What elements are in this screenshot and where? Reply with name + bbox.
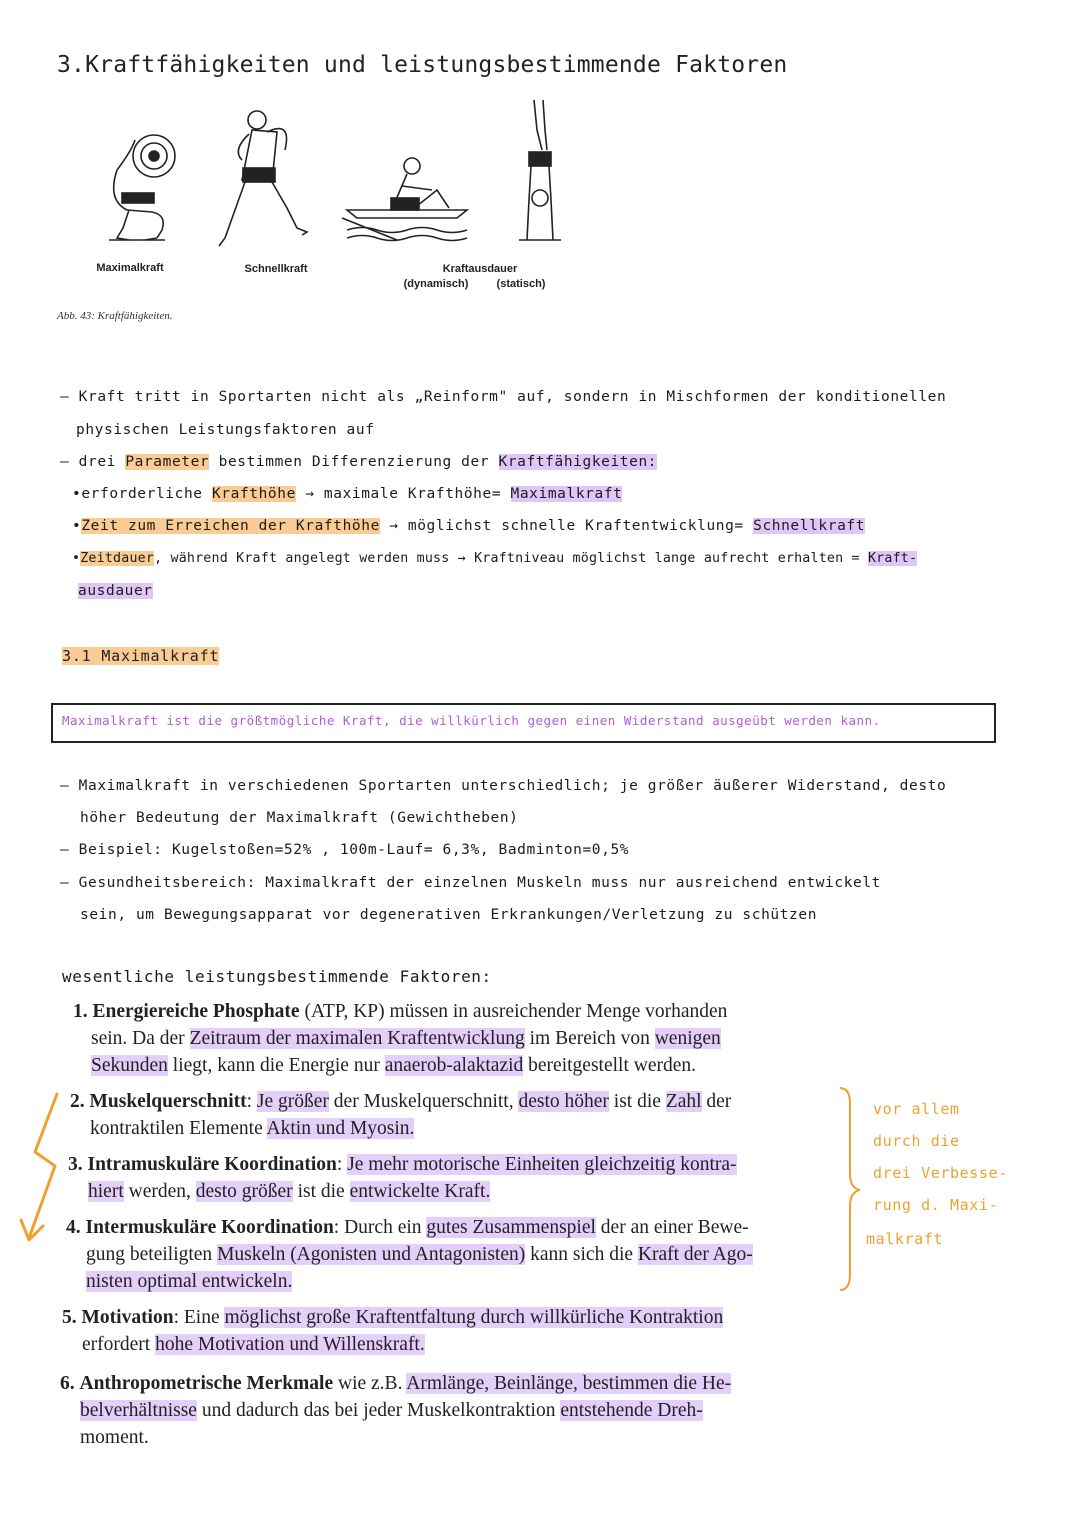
note-line-2: physischen Leistungsfaktoren auf bbox=[76, 422, 375, 438]
factor-6-line-2 bbox=[60, 1397, 855, 1424]
factor-highlight: gutes Zusammenspiel bbox=[426, 1217, 596, 1238]
note-line-7 bbox=[78, 583, 153, 599]
side-note-line-2: durch die bbox=[873, 1132, 960, 1150]
factor-highlight: hohe Motivation und Willenskraft. bbox=[155, 1334, 425, 1355]
figure-label-maximalkraft: Maximalkraft bbox=[96, 262, 164, 274]
page-title: 3.Kraftfähigkeiten und leistungsbestimmende Faktoren bbox=[57, 52, 788, 78]
kraftausdauer-dynamic-athlete-drawing bbox=[342, 158, 467, 241]
factor-text: gung beteiligten bbox=[86, 1244, 218, 1265]
highlight-kraftausdauer: Kraft- bbox=[867, 551, 918, 566]
curly-bracket-icon bbox=[836, 1084, 866, 1294]
side-note-line-1: vor allem bbox=[873, 1100, 960, 1118]
note-line-6 bbox=[72, 551, 917, 566]
factor-highlight: entwickelte Kraft. bbox=[349, 1181, 491, 1202]
bullet-line-3: – Beispiel: Kugelstoßen=52% , 100m-Lauf= 6,3%, Badminton=0,5% bbox=[60, 842, 630, 858]
highlight-krafthoehe: Krafthöhe bbox=[211, 486, 296, 502]
bullet-line-5: sein, um Bewegungsapparat vor degenerativen Erkrankungen/Verletzung zu schützen bbox=[80, 907, 818, 923]
side-note-line-3: drei Verbesse- bbox=[873, 1164, 1008, 1182]
factor-name: Anthropometrische Merkmale bbox=[79, 1373, 334, 1394]
note-text: , während Kraft angelegt werden muss → Kraftniveau möglichst lange aufrecht erhalten = bbox=[154, 551, 868, 566]
side-note-line-5: malkraft bbox=[866, 1230, 944, 1248]
note-line-1: – Kraft tritt in Sportarten nicht als „Reinform" auf, sondern in Mischformen der konditionellen bbox=[60, 389, 947, 405]
factor-text: kontraktilen Elemente bbox=[90, 1118, 267, 1139]
factor-text: kann sich die bbox=[525, 1244, 638, 1265]
factor-text: erfordert bbox=[82, 1334, 156, 1355]
factor-highlight: Sekunden bbox=[91, 1055, 168, 1076]
bullet-line-4: – Gesundheitsbereich: Maximalkraft der einzelnen Muskeln muss nur ausreichend entwickelt bbox=[60, 875, 882, 891]
factor-highlight: möglichst große Kraftentfaltung durch willkürliche Kontraktion bbox=[224, 1307, 724, 1328]
factor-text: moment. bbox=[80, 1427, 149, 1448]
factor-2 bbox=[70, 1088, 850, 1142]
note-text: bestimmen Differenzierung der bbox=[209, 454, 499, 470]
factor-text: der bbox=[701, 1091, 732, 1112]
factor-5-line-1 bbox=[62, 1304, 852, 1331]
factor-name: Intermuskuläre Koordination bbox=[85, 1217, 334, 1238]
factor-text: sein. Da der bbox=[91, 1028, 190, 1049]
bullet-line-2: höher Bedeutung der Maximalkraft (Gewichtheben) bbox=[80, 810, 519, 826]
highlight-zeitdauer: Zeitdauer bbox=[80, 551, 155, 566]
definition-text: Maximalkraft ist die größtmögliche Kraft, die willkürlich gegen einen Widerstand ausgeübt werden kann. bbox=[62, 713, 881, 728]
factor-text: : Durch ein bbox=[333, 1217, 427, 1238]
factor-number: 5. bbox=[62, 1307, 77, 1328]
note-text: → maximale Krafthöhe= bbox=[295, 486, 511, 502]
factor-5 bbox=[62, 1304, 852, 1358]
factor-6 bbox=[60, 1370, 855, 1451]
factor-4-line-1 bbox=[66, 1214, 851, 1241]
note-text: •erforderliche bbox=[72, 486, 212, 502]
factor-highlight: belverhältnisse bbox=[80, 1400, 197, 1421]
side-note-line-4: rung d. Maxi- bbox=[873, 1196, 999, 1214]
figure-label-kraftausdauer: Kraftausdauer bbox=[442, 263, 518, 275]
factor-highlight: Zeitraum der maximalen Kraftentwicklung bbox=[189, 1028, 525, 1049]
factor-text: wie z.B. bbox=[333, 1373, 407, 1394]
factor-text: bereitgestellt werden. bbox=[523, 1055, 697, 1076]
figure-sublabel-statisch: (statisch) bbox=[496, 278, 546, 290]
factor-6-line-1 bbox=[60, 1370, 855, 1397]
factor-name: Motivation bbox=[81, 1307, 174, 1328]
factor-highlight: Je größer bbox=[256, 1091, 329, 1112]
factor-number: 3. bbox=[68, 1154, 83, 1175]
note-text: • bbox=[72, 551, 81, 566]
factor-text: und dadurch das bei jeder Muskelkontraktion bbox=[196, 1400, 561, 1421]
factor-1-line-2 bbox=[73, 1025, 853, 1052]
highlight-kraftfaehigkeiten: Kraftfähigkeiten: bbox=[498, 454, 658, 470]
factor-text: der an einer Bewe- bbox=[595, 1217, 749, 1238]
factor-6-line-3 bbox=[60, 1424, 855, 1451]
factors-heading: wesentliche leistungsbestimmende Faktoren: bbox=[62, 967, 492, 986]
factor-highlight: Zahl bbox=[665, 1091, 702, 1112]
note-text: – drei bbox=[60, 454, 126, 470]
note-line-5 bbox=[72, 518, 865, 534]
factor-2-line-2 bbox=[70, 1115, 850, 1142]
factor-2-line-1 bbox=[70, 1088, 850, 1115]
factor-text: werden, bbox=[123, 1181, 196, 1202]
section-title bbox=[62, 647, 219, 665]
note-text: → möglichst schnelle Kraftentwicklung= bbox=[379, 518, 754, 534]
factor-5-line-2 bbox=[62, 1331, 852, 1358]
factor-highlight: nisten optimal entwickeln. bbox=[86, 1271, 293, 1292]
factor-name: Intramuskuläre Koordination bbox=[87, 1154, 337, 1175]
factor-1-line-3 bbox=[73, 1052, 853, 1079]
figure-sublabel-dynamisch: (dynamisch) bbox=[403, 278, 469, 290]
maximalkraft-athlete-drawing bbox=[109, 135, 175, 240]
factor-text: : Eine bbox=[173, 1307, 225, 1328]
factor-highlight: desto höher bbox=[518, 1091, 609, 1112]
factor-text: liegt, kann die Energie nur bbox=[167, 1055, 385, 1076]
factor-name: Energiereiche Phosphate bbox=[92, 1001, 300, 1022]
figure-label-schnellkraft: Schnellkraft bbox=[244, 263, 308, 275]
factor-4-line-2 bbox=[66, 1241, 851, 1268]
figure-caption: Abb. 43: Kraftfähigkeiten. bbox=[57, 310, 173, 322]
factor-1-line-1 bbox=[73, 998, 853, 1025]
section-title-text: 3.1 Maximalkraft bbox=[62, 647, 220, 665]
highlight-parameter: Parameter bbox=[125, 454, 210, 470]
factor-3-line-1 bbox=[68, 1151, 848, 1178]
note-line-4 bbox=[72, 486, 622, 502]
bullet-line-1: – Maximalkraft in verschiedenen Sportarten unterschiedlich; je größer äußerer Widerstand, desto bbox=[60, 778, 947, 794]
factor-number: 4. bbox=[66, 1217, 81, 1238]
factor-highlight: Je mehr motorische Einheiten gleichzeitig kontra- bbox=[347, 1154, 737, 1175]
lightning-arrow-icon bbox=[15, 1090, 65, 1250]
highlight-maximalkraft: Maximalkraft bbox=[510, 486, 623, 502]
highlight-ausdauer: ausdauer bbox=[78, 583, 153, 599]
note-line-3 bbox=[60, 454, 657, 470]
factor-3 bbox=[68, 1151, 848, 1205]
factor-4 bbox=[66, 1214, 851, 1295]
factor-highlight: Muskeln (Agonisten und Antagonisten) bbox=[217, 1244, 526, 1265]
factor-text: ist die bbox=[292, 1181, 350, 1202]
factor-highlight: Aktin und Myosin. bbox=[266, 1118, 415, 1139]
factor-highlight: entstehende Dreh- bbox=[560, 1400, 703, 1421]
factor-text: : bbox=[246, 1091, 257, 1112]
factor-text: (ATP, KP) müssen in ausreichender Menge vorhanden bbox=[299, 1001, 728, 1022]
factor-highlight: Kraft der Ago- bbox=[637, 1244, 753, 1265]
highlight-zeit: Zeit zum Erreichen der Krafthöhe bbox=[81, 518, 380, 534]
factor-highlight: hiert bbox=[88, 1181, 124, 1202]
factor-highlight: wenigen bbox=[654, 1028, 721, 1049]
factor-highlight: Armlänge, Beinlänge, bestimmen die He- bbox=[406, 1373, 732, 1394]
factor-4-line-3 bbox=[66, 1268, 851, 1295]
factor-1 bbox=[73, 998, 853, 1079]
factor-highlight: desto größer bbox=[195, 1181, 293, 1202]
factor-text: ist die bbox=[608, 1091, 666, 1112]
factor-3-line-2 bbox=[68, 1178, 848, 1205]
factor-text: der Muskelquerschnitt, bbox=[328, 1091, 519, 1112]
factor-number: 1. bbox=[73, 1001, 88, 1022]
factor-name: Muskelquerschnitt bbox=[89, 1091, 247, 1112]
schnellkraft-athlete-drawing bbox=[219, 111, 307, 246]
factor-number: 2. bbox=[70, 1091, 85, 1112]
factor-number: 6. bbox=[60, 1373, 75, 1394]
factor-text: : bbox=[336, 1154, 348, 1175]
note-text: • bbox=[72, 518, 82, 534]
factor-highlight: anaerob-alaktazid bbox=[384, 1055, 524, 1076]
highlight-schnellkraft: Schnellkraft bbox=[753, 518, 866, 534]
kraftausdauer-static-athlete-drawing bbox=[519, 100, 561, 240]
factor-text: im Bereich von bbox=[524, 1028, 655, 1049]
